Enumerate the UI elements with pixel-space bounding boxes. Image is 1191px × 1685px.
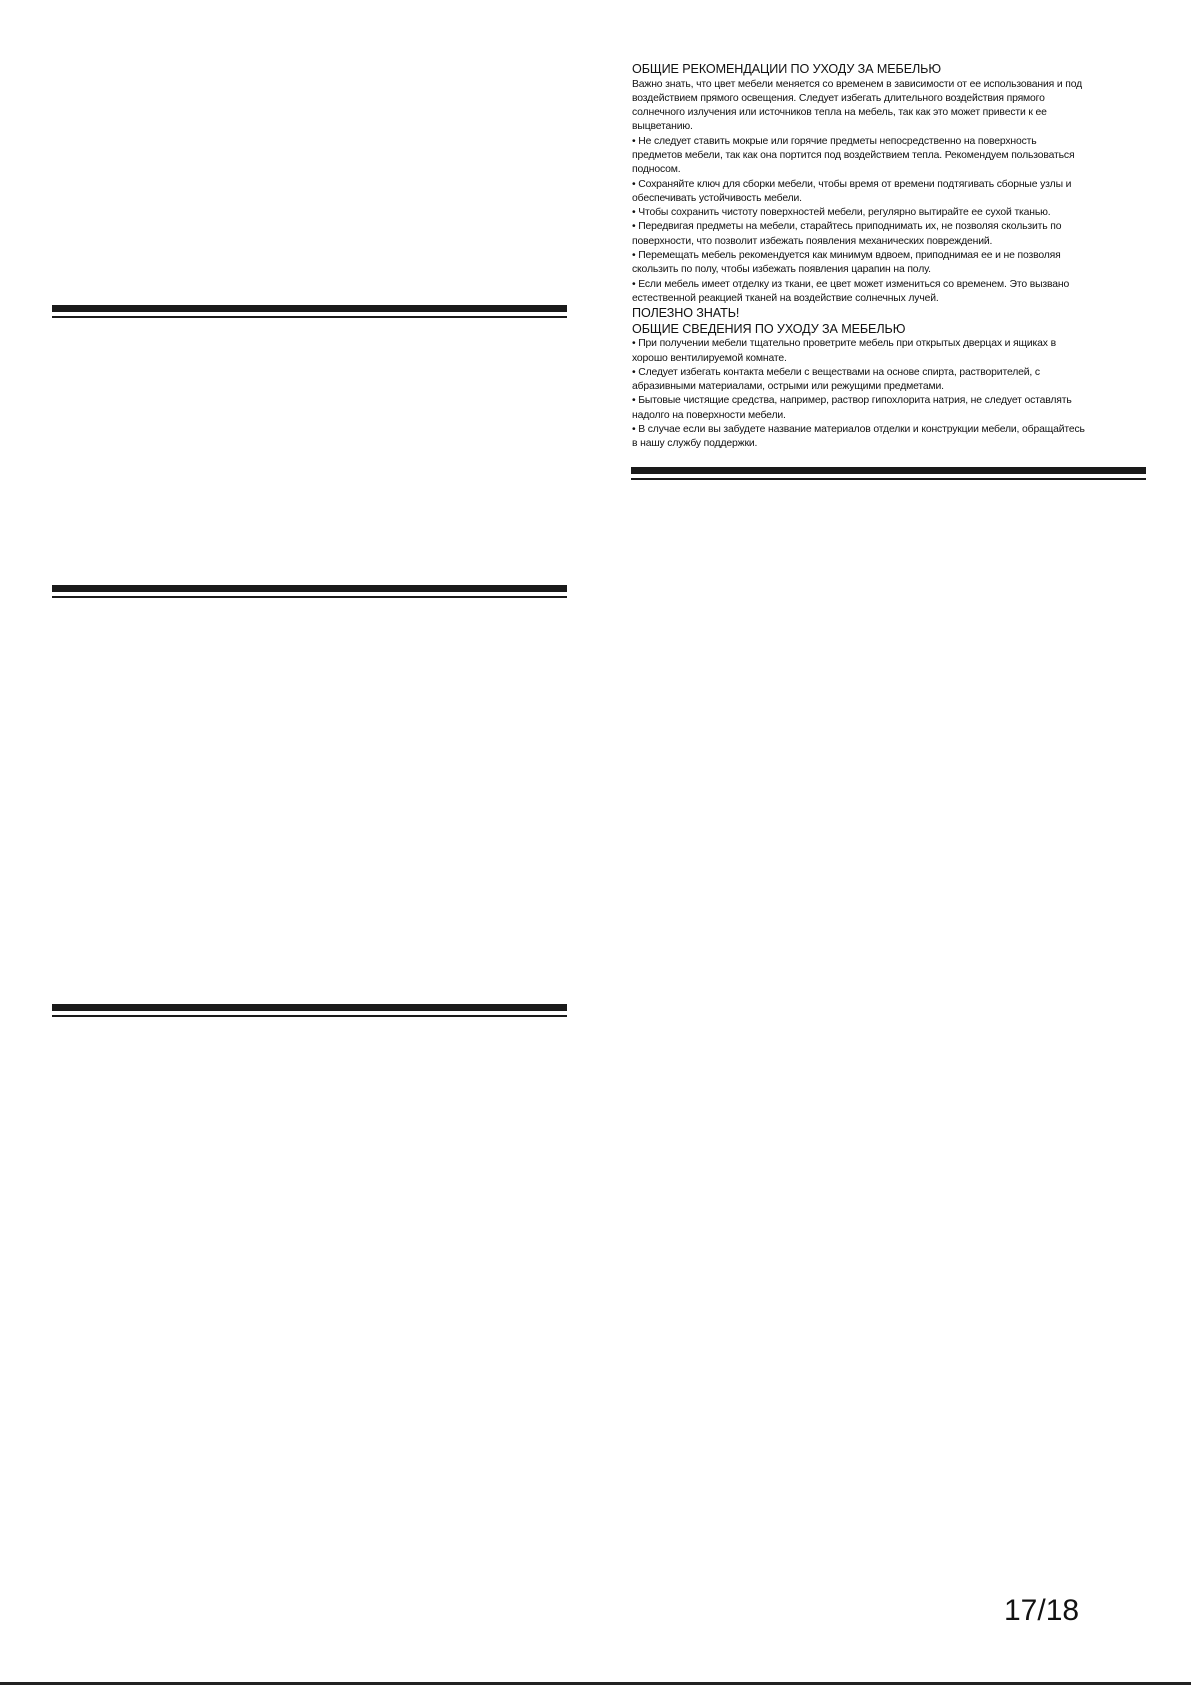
care-line: • При получении мебели тщательно проветрите мебель при открытых дверцах и ящиках в xyxy=(632,338,1056,350)
divider-rule-3-thin xyxy=(52,1015,567,1017)
divider-rule-4-thin xyxy=(631,478,1146,480)
care-line: • В случае если вы забудете название материалов отделки и конструкции мебели, обращайтесь xyxy=(632,424,1085,436)
care-line: • Если мебель имеет отделку из ткани, ее цвет может измениться со временем. Это вызвано xyxy=(632,278,1070,290)
divider-rule-2-thin xyxy=(52,596,567,598)
care-line: Важно знать, что цвет мебели меняется со временем в зависимости от ее использования и под xyxy=(632,78,1083,90)
care-line: скользить по полу, чтобы избежать появления царапин на полу. xyxy=(632,264,931,276)
care-line: • Перемещать мебель рекомендуется как минимум вдвоем, приподнимая ее и не позволяя xyxy=(632,250,1061,262)
care-instructions xyxy=(632,62,1152,452)
care-line: подносом. xyxy=(632,164,681,176)
care-line: • Следует избегать контакта мебели с веществами на основе спирта, растворителей, с xyxy=(632,366,1040,378)
divider-rule-1-thin xyxy=(52,316,567,318)
care-heading: ОБЩИЕ РЕКОМЕНДАЦИИ ПО УХОДУ ЗА МЕБЕЛЬЮ xyxy=(632,62,941,76)
divider-rule-3-thick xyxy=(52,1004,567,1011)
care-line: обеспечивать устойчивость мебели. xyxy=(632,192,802,204)
care-line: • Чтобы сохранить чистоту поверхностей мебели, регулярно вытирайте ее сухой тканью. xyxy=(632,207,1051,219)
general-care-heading: ОБЩИЕ СВЕДЕНИЯ ПО УХОДУ ЗА МЕБЕЛЬЮ xyxy=(632,321,906,336)
care-line: • Сохраняйте ключ для сборки мебели, чтобы время от времени подтягивать сборные узлы и xyxy=(632,178,1072,190)
care-line: • Передвигая предметы на мебели, старайтесь приподнимать их, не позволяя скользить по xyxy=(632,221,1062,233)
page-number: 17/18 xyxy=(1004,1594,1080,1627)
care-line: хорошо вентилируемой комнате. xyxy=(632,352,787,364)
divider-rule-4-thick xyxy=(631,467,1146,474)
divider-rule-1-thick xyxy=(52,305,567,312)
divider-rule-2-thick xyxy=(52,585,567,592)
care-line: • Не следует ставить мокрые или горячие предметы непосредственно на поверхность xyxy=(632,135,1037,147)
care-line: солнечного излучения или источников тепла на мебель, так как это может привести к ее xyxy=(632,107,1047,119)
care-line: выцветанию. xyxy=(632,121,693,133)
care-line: поверхности, что позволит избежать появления механических повреждений. xyxy=(632,235,993,247)
care-line: • Бытовые чистящие средства, например, раствор гипохлорита натрия, не следует оставлять xyxy=(632,395,1072,407)
care-line: естественной реакцией тканей на воздействие солнечных лучей. xyxy=(632,292,939,304)
care-line: предметов мебели, так как она портится под воздействием тепла. Рекомендуем пользоваться xyxy=(632,149,1075,161)
care-line: воздействием прямого освещения. Следует избегать длительного воздействия прямого xyxy=(632,92,1045,104)
care-line: абразивными материалами, острыми или режущими предметами. xyxy=(632,381,944,393)
care-line: в нашу службу поддержки. xyxy=(632,438,758,450)
useful-heading: ПОЛЕЗНО ЗНАТЬ! xyxy=(632,306,740,321)
care-line: надолго на поверхности мебели. xyxy=(632,409,786,421)
